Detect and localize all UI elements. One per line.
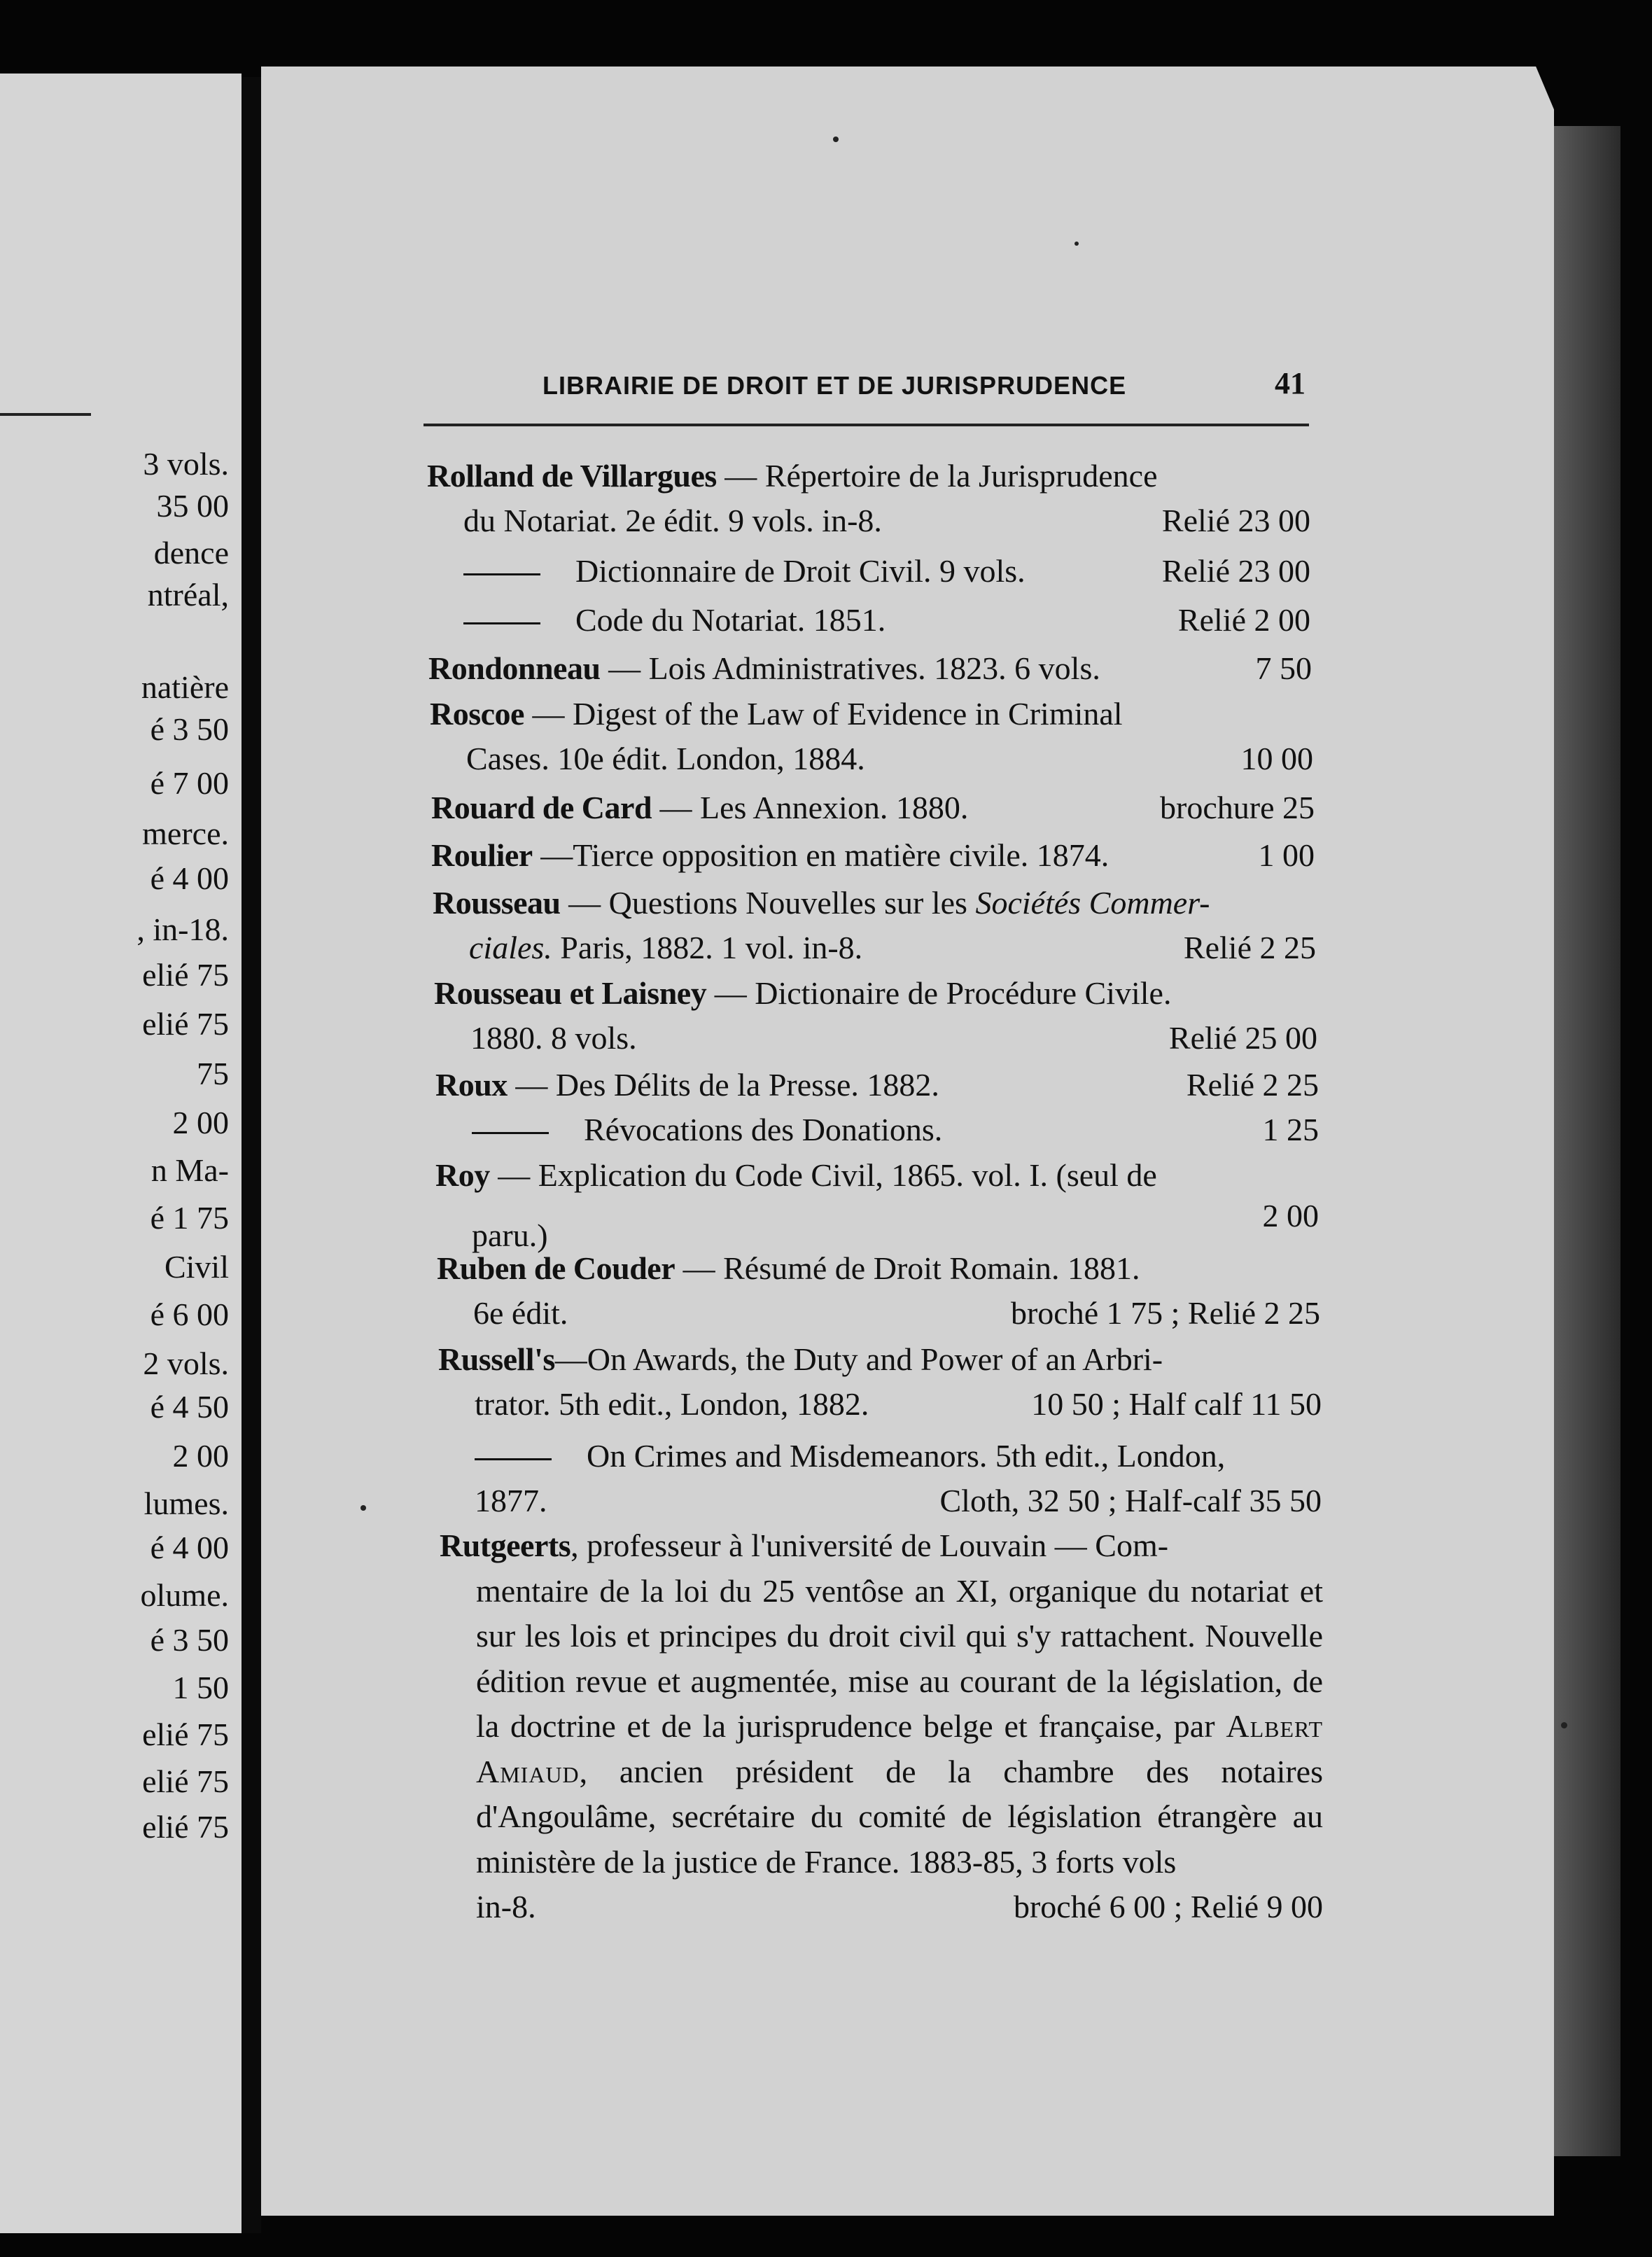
left-line: 1 50 (172, 1670, 229, 1705)
entry-author: Roux (435, 1067, 507, 1103)
left-line: ntréal, (147, 577, 229, 613)
entry-description-text: mentaire de la loi du 25 ventôse an XI, organique du notariat et sur les lois et principes du droit civil qui s'y rattachent. Nouvelle édition revue et augmentée, mise au courant de la législation, de la doctrine et de la jurisprudence belge et française, par (476, 1572, 1323, 1744)
scan-speck (833, 137, 839, 142)
left-line: dence (153, 535, 229, 571)
left-line: elié 75 (142, 1763, 229, 1799)
left-page-rule (0, 413, 91, 416)
entry-price: 10 50 ; Half calf 11 50 (1031, 1386, 1322, 1422)
entry-price: 1 25 (1262, 1112, 1319, 1147)
entry-title: — Dictionaire de Procédure Civile. (706, 975, 1172, 1011)
catalog-entry (428, 646, 1312, 691)
entry-title: On Crimes and Misdemeanors. 5th edit., London, (587, 1438, 1226, 1474)
entry-author: Rolland de Villargues (427, 458, 717, 494)
left-line: 2 vols. (143, 1346, 229, 1381)
left-line: 2 00 (172, 1438, 229, 1474)
ditto-dash (463, 573, 540, 575)
editor-name: Albert Amiaud (476, 1708, 1323, 1789)
entry-title: — Résumé de Droit Romain. 1881. (675, 1250, 1140, 1286)
entry-details: 1877. (475, 1483, 547, 1518)
entry-title: — Des Délits de la Presse. 1882. (507, 1067, 939, 1103)
entry-title: — Lois Administratives. 1823. 6 vols. (600, 650, 1100, 686)
entry-author: Rutgeerts (440, 1528, 571, 1563)
entry-price: 7 50 (1255, 650, 1312, 686)
header-rule (424, 424, 1309, 426)
entry-title: —Tierce opposition en matière civile. 1874. (532, 837, 1110, 873)
entry-price: Relié 25 00 (1168, 1020, 1317, 1056)
ditto-dash (472, 1132, 549, 1134)
entry-title: Dictionnaire de Droit Civil. 9 vols. (575, 553, 1026, 589)
left-facing-page (0, 74, 241, 2233)
entry-author: Roscoe (430, 696, 524, 732)
entry-title-italic: Sociétés Commer- (975, 885, 1210, 921)
catalog-entry (433, 881, 1316, 970)
entry-title: Code du Notariat. 1851. (575, 602, 886, 638)
entry-details: trator. 5th edit., London, 1882. (475, 1386, 869, 1422)
page-number: 41 (1275, 366, 1306, 400)
left-line: é 1 75 (150, 1200, 229, 1236)
left-line: é 7 00 (150, 765, 229, 801)
left-line: é 4 00 (150, 1530, 229, 1565)
entry-author: Rondonneau (428, 650, 601, 686)
catalog-entry (437, 1246, 1320, 1336)
entry-price: broché 1 75 ; Relié 2 25 (1010, 1295, 1320, 1331)
left-line: é 4 00 (150, 860, 229, 896)
entry-details: Cases. 10e édit. London, 1884. (466, 741, 865, 776)
catalog-entry (430, 692, 1313, 781)
left-line: olume. (140, 1577, 229, 1613)
catalog-entry (431, 833, 1315, 878)
entry-title: Révocations des Donations. (584, 1112, 943, 1147)
ditto-dash (475, 1458, 552, 1460)
left-line: elié 75 (142, 1717, 229, 1752)
entry-title: — Explication du Code Civil, 1865. vol. I. (seul de (489, 1157, 1157, 1193)
running-title: LIBRAIRIE DE DROIT ET DE JURISPRUDENCE (542, 371, 1127, 400)
entry-price: Relié 2 00 (1177, 602, 1310, 638)
entry-description-text: , ancien président de la chambre des notaires d'Angoulâme, secrétaire du comité de législation étrangère au ministère de la justice de France. 1883-85, 3 forts vols (476, 1753, 1323, 1880)
left-line: , in-18. (136, 911, 229, 947)
entry-title: — Répertoire de la Jurisprudence (716, 458, 1158, 494)
left-line: merce. (142, 816, 229, 851)
page-edge-shadow (1554, 126, 1620, 2156)
entry-price: Cloth, 32 50 ; Half-calf 35 50 (939, 1483, 1322, 1518)
left-line: elié 75 (142, 1809, 229, 1845)
scan-speck (1074, 242, 1079, 246)
left-line: é 6 00 (150, 1297, 229, 1332)
entry-details: in-8. (476, 1889, 536, 1924)
entry-details: 6e édit. (473, 1295, 568, 1331)
entry-details: paru.) (472, 1217, 548, 1253)
left-line: 3 vols. (143, 446, 229, 482)
entry-author: Roy (435, 1157, 490, 1193)
left-line: é 3 50 (150, 1622, 229, 1658)
left-line: elié 75 (142, 957, 229, 993)
entry-details: Paris, 1882. 1 vol. in-8. (552, 930, 863, 965)
entry-title: — Les Annexion. 1880. (652, 790, 969, 825)
left-line: lumes. (144, 1486, 229, 1521)
entry-price: brochure 25 (1160, 790, 1315, 825)
scan-speck (360, 1505, 366, 1511)
left-line: natière (141, 669, 229, 705)
catalog-entry (427, 454, 1310, 643)
left-line: 75 (197, 1056, 229, 1091)
catalog-entry (435, 1155, 1319, 1256)
entry-details: du Notariat. 2e édit. 9 vols. in-8. (463, 503, 882, 538)
entry-title: , professeur à l'université de Louvain — Com- (570, 1528, 1169, 1563)
entry-author: Rousseau (433, 885, 561, 921)
entry-author: Roulier (431, 837, 533, 873)
catalog-entry (440, 1523, 1323, 1930)
entry-price: Relié 23 00 (1161, 503, 1310, 538)
left-line: é 3 50 (150, 711, 229, 747)
left-line: é 4 50 (150, 1389, 229, 1425)
entry-author: Ruben de Couder (437, 1250, 676, 1286)
catalog-entry (431, 785, 1315, 830)
left-line: 35 00 (156, 488, 229, 524)
entry-price: broché 6 00 ; Relié 9 00 (1013, 1889, 1323, 1924)
entry-price: 10 00 (1240, 741, 1313, 776)
entry-title: — Digest of the Law of Evidence in Criminal (524, 696, 1123, 732)
entry-price: 1 00 (1258, 837, 1315, 873)
entry-author: Rouard de Card (431, 790, 652, 825)
ditto-dash (463, 622, 540, 624)
scan-speck (1561, 1722, 1567, 1728)
left-line: 2 00 (172, 1105, 229, 1140)
entry-price: 2 00 (1262, 1198, 1319, 1234)
entry-title-italic: ciales. (469, 930, 552, 965)
entry-price: Relié 2 25 (1183, 930, 1316, 965)
entry-price: Relié 23 00 (1161, 553, 1310, 589)
entry-title: —On Awards, the Duty and Power of an Arbri- (554, 1341, 1163, 1377)
catalog-entry (435, 1063, 1319, 1152)
left-line: n Ma- (150, 1152, 229, 1188)
entry-details: 1880. 8 vols. (470, 1020, 637, 1056)
entry-author: Rousseau et Laisney (434, 975, 707, 1011)
entry-price: Relié 2 25 (1186, 1067, 1319, 1103)
catalog-entry (434, 971, 1317, 1061)
left-line: Civil (164, 1249, 229, 1285)
catalog-entry (438, 1337, 1322, 1523)
book-gutter (241, 77, 261, 2233)
entry-description (440, 1569, 1323, 1885)
entry-title: — Questions Nouvelles sur les (560, 885, 976, 921)
entry-author: Russell's (438, 1341, 555, 1377)
left-line: elié 75 (142, 1006, 229, 1042)
